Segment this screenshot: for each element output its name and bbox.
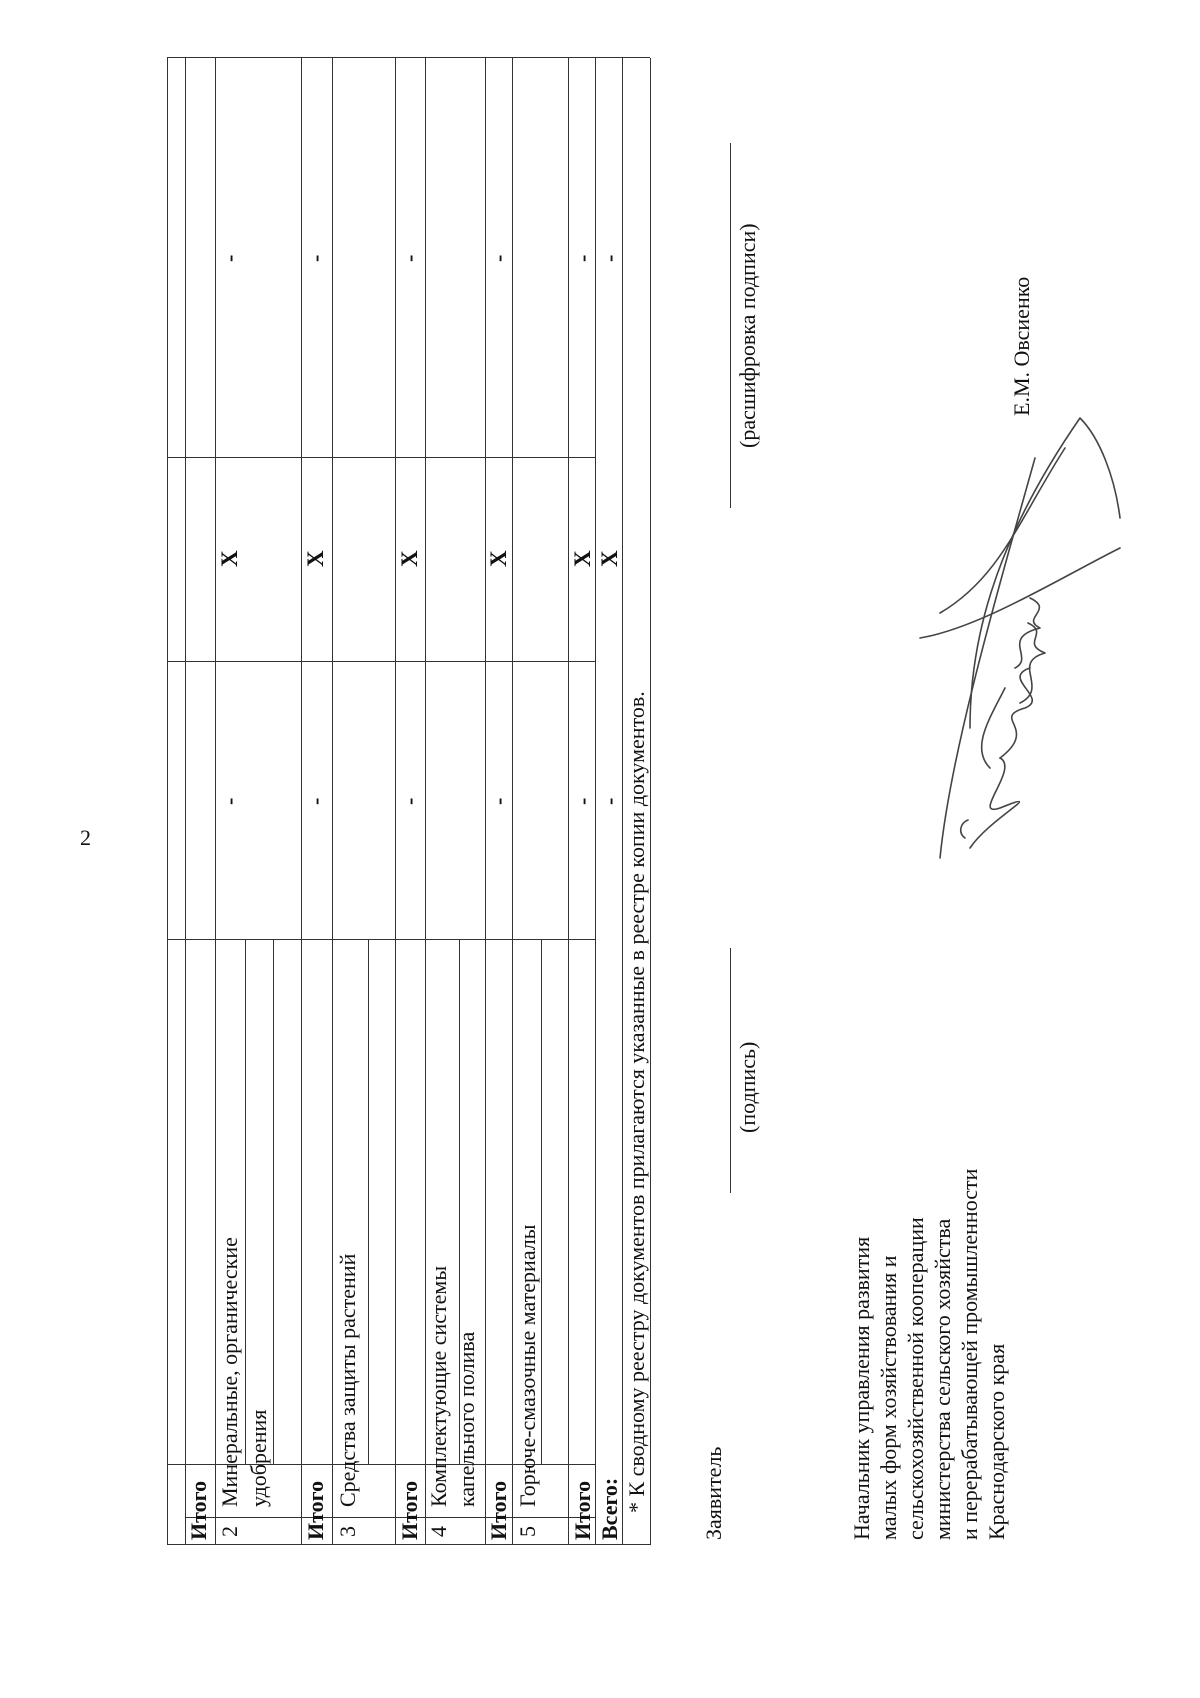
official-line: министерства сельского хозяйства [930,1218,955,1540]
cell-a: - [597,797,622,805]
row-number: 2 [217,1526,242,1537]
cell-c: - [397,254,422,262]
table-line [167,457,595,458]
row-number: 4 [426,1526,451,1537]
row-label: Средства защиты растений [335,1253,360,1507]
cell-c: - [217,254,242,262]
row-label: Итого [397,1480,422,1540]
page-number: 2 [80,825,91,850]
table-line [167,661,595,662]
official-line: и перерабатывающей промышленности [957,1168,982,1540]
signature-line [730,948,731,1193]
cell-c: - [303,254,328,262]
cell-a: - [217,797,242,805]
cell-b: X [217,550,242,567]
row-number: 3 [335,1526,360,1537]
cell-b: X [486,550,511,567]
official-line: Начальник управления развития [849,1236,874,1540]
table-line [245,940,246,1465]
table-line [368,940,369,1465]
official-line: малых форм хозяйствования и [876,1255,901,1540]
signature-caption: (подпись) [735,1041,760,1133]
applicant-label: Заявитель [701,1446,726,1540]
table-line [167,1544,650,1545]
row-label-line2: удобрения [246,1409,271,1507]
table-line [332,58,333,1545]
cell-a: - [570,797,595,805]
cell-b: X [397,550,422,567]
row-label: Итого [186,1480,211,1540]
cell-c: - [597,254,622,262]
row-label: Итого [303,1480,328,1540]
cell-a: - [303,797,328,805]
table-line [650,58,651,1545]
row-label-line2: капельного полива [454,1331,479,1507]
table-line [185,1517,595,1518]
cell-a: - [397,797,422,805]
official-name: Е.М. Овсиенко [1009,276,1034,416]
handwritten-signature [850,408,1130,878]
table-line [185,58,186,1545]
table-line [273,940,274,1465]
row-label: Комплектующие системы [426,1265,451,1507]
row-number: 5 [515,1526,540,1537]
row-label: Горюче-смазочные материалы [515,1224,540,1507]
cell-b: X [303,550,328,567]
row-label: Итого [486,1480,511,1540]
row-label: Итого [570,1480,595,1540]
table-footnote: * К сводному реестру документов прилагаются указанные в реестре копии документов. [624,691,649,1513]
cell-b: X [597,550,622,567]
official-line: Краснодарского края [984,1343,1009,1540]
cell-a: - [486,797,511,805]
cell-c: - [486,254,511,262]
table-line [167,939,595,940]
table-line [512,58,513,1545]
table-line [167,57,650,58]
cell-b: X [570,550,595,567]
official-line: сельскохозяйственной кооперации [903,1217,928,1540]
table-line [167,58,168,1545]
cell-c: - [570,254,595,262]
signature-decoding-caption: (расшифровка подписи) [735,223,760,448]
row-label-total: Всего: [597,1477,622,1540]
row-label: Минеральные, органические [217,1237,242,1507]
table-line [541,940,542,1465]
signature-decoding-line [730,143,731,508]
